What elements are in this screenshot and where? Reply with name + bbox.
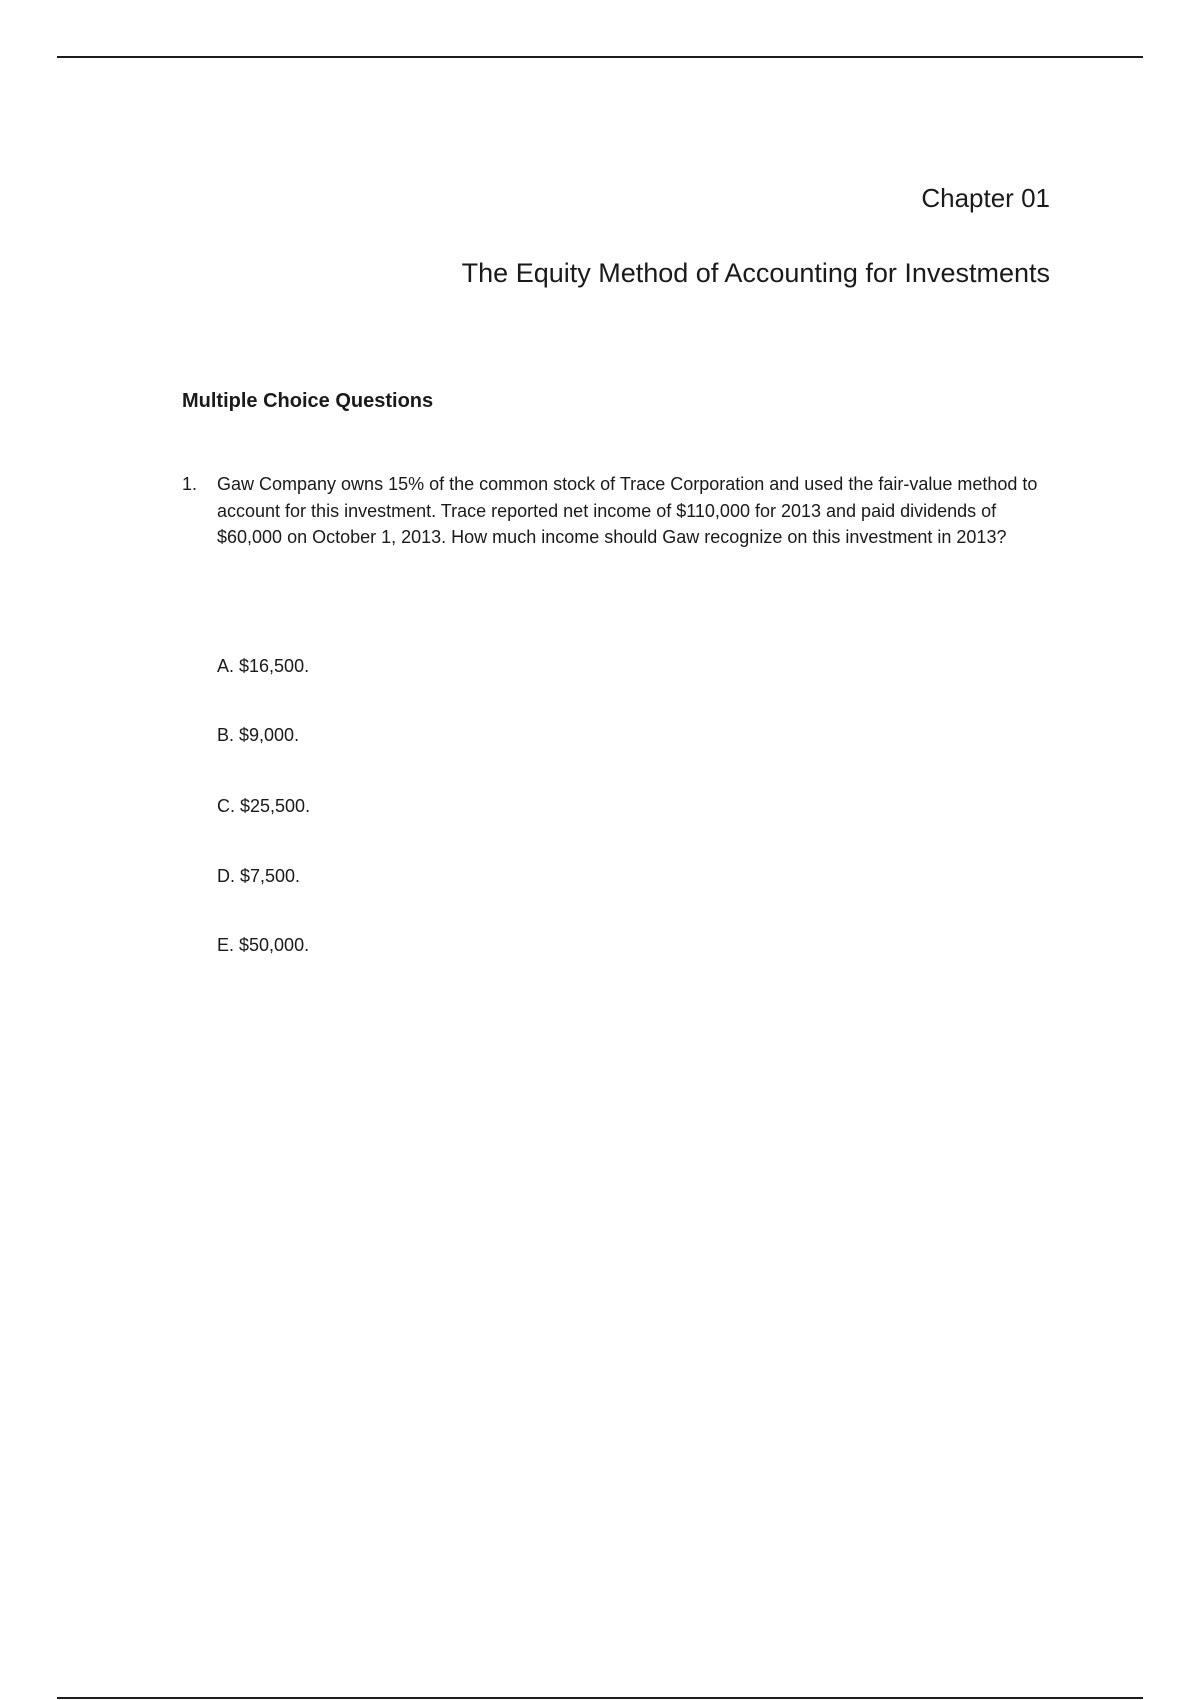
answer-choice-c: C. $25,500. bbox=[217, 796, 311, 816]
bottom-rule bbox=[57, 1697, 1143, 1699]
question-number: 1. bbox=[182, 474, 198, 494]
answer-choice-d: D. $7,500. bbox=[217, 866, 301, 886]
answer-choice-a: A. $16,500. bbox=[217, 656, 310, 676]
answer-choice-e: E. $50,000. bbox=[217, 935, 310, 955]
question-text: Gaw Company owns 15% of the common stock of Trace Corporation and used the fair-value method to account for this investment. Trace reported net income of $110,000 for 2013 and paid dividends of $60,000 on October 1, 2013. How much income should Gaw recognize on this investment in 2013? bbox=[217, 474, 1038, 547]
chapter-label: Chapter 01 bbox=[921, 183, 1050, 213]
top-rule bbox=[57, 56, 1143, 58]
chapter-title: The Equity Method of Accounting for Investments bbox=[461, 258, 1050, 288]
section-heading: Multiple Choice Questions bbox=[182, 390, 434, 412]
answer-choice-b: B. $9,000. bbox=[217, 725, 300, 745]
